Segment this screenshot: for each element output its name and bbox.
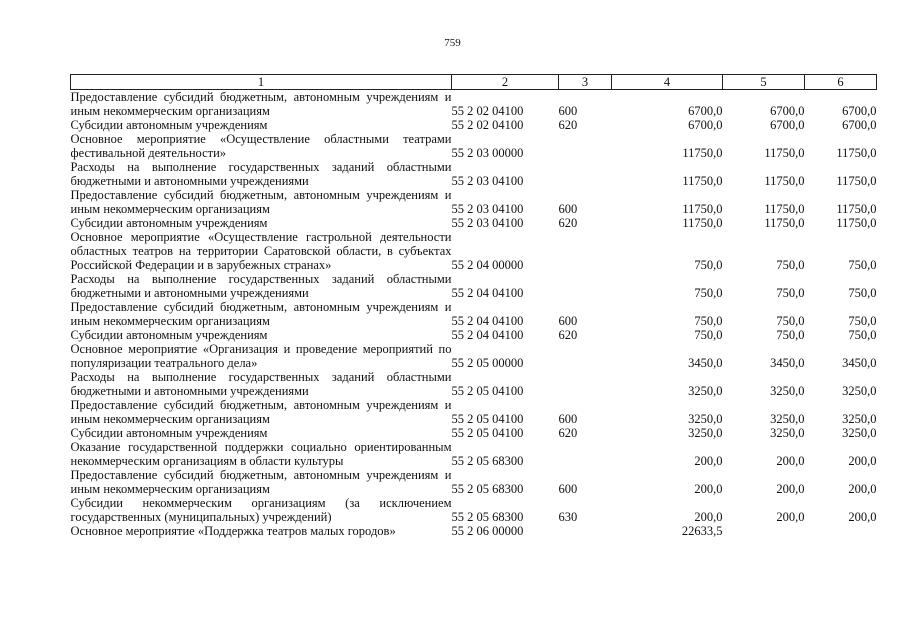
row-name: Основное мероприятие «Осуществление гастрольной деятельности областных театров на территории Саратовской области, в субъектах Российской Федерации и в зарубежных странах» [70, 230, 452, 272]
budget-table [70, 74, 877, 538]
expense-type-code: 600 [558, 314, 578, 328]
row-name: Предоставление субсидий бюджетным, автономным учреждениям и иным некоммерческим организациям [70, 398, 452, 426]
target-article-code: 55 2 05 04100 [451, 384, 524, 398]
row-name: Предоставление субсидий бюджетным, автономным учреждениям и иным некоммерческим организациям [70, 188, 452, 216]
column-header-6: 6 [805, 75, 877, 90]
amount-year-3: 200,0 [848, 454, 877, 468]
amount-year-3: 6700,0 [842, 118, 877, 132]
amount-year-2: 6700,0 [770, 104, 805, 118]
target-article-code: 55 2 03 00000 [451, 146, 524, 160]
expense-type-code: 600 [558, 104, 578, 118]
column-header-2: 2 [452, 75, 559, 90]
amount-year-3: 3250,0 [842, 426, 877, 440]
amount-year-3: 750,0 [848, 328, 877, 342]
amount-year-2: 11750,0 [764, 216, 805, 230]
amount-year-1: 750,0 [694, 314, 723, 328]
amount-year-1: 22633,5 [681, 524, 723, 538]
target-article-code: 55 2 04 04100 [451, 328, 524, 342]
amount-year-3: 3450,0 [842, 356, 877, 370]
expense-type-code [559, 272, 612, 300]
row-name: Расходы на выполнение государственных заданий областными бюджетными и автономными учреждениями [70, 160, 452, 188]
amount-year-3: 6700,0 [842, 104, 877, 118]
column-header-4: 4 [612, 75, 723, 90]
target-article-code: 55 2 02 04100 [451, 104, 524, 118]
amount-year-1: 11750,0 [682, 146, 723, 160]
target-article-code: 55 2 05 04100 [451, 426, 524, 440]
amount-year-3: 11750,0 [836, 146, 877, 160]
amount-year-2: 3250,0 [770, 426, 805, 440]
amount-year-2: 11750,0 [764, 174, 805, 188]
amount-year-3: 200,0 [848, 482, 877, 496]
table-row [71, 272, 877, 300]
amount-year-1: 750,0 [694, 286, 723, 300]
table-row [71, 426, 877, 440]
amount-year-2: 3250,0 [770, 384, 805, 398]
expense-type-code: 600 [558, 202, 578, 216]
target-article-code: 55 2 04 00000 [451, 258, 524, 272]
table-row [71, 216, 877, 230]
amount-year-1: 3450,0 [688, 356, 723, 370]
row-name: Субсидии автономным учреждениям [70, 426, 268, 440]
amount-year-2: 6700,0 [770, 118, 805, 132]
expense-type-code [559, 230, 612, 272]
row-name: Субсидии некоммерческим организациям (за исключением государственных (муниципальных) учреждений) [70, 496, 452, 524]
table-row [71, 300, 877, 328]
target-article-code: 55 2 05 68300 [451, 454, 524, 468]
table-row [71, 398, 877, 426]
target-article-code: 55 2 05 04100 [451, 412, 524, 426]
amount-year-1: 6700,0 [688, 118, 723, 132]
expense-type-code: 630 [558, 510, 578, 524]
target-article-code: 55 2 05 68300 [451, 482, 524, 496]
amount-year-1: 200,0 [694, 482, 723, 496]
row-name: Предоставление субсидий бюджетным, автономным учреждениям и иным некоммерческим организациям [70, 468, 452, 496]
target-article-code: 55 2 02 04100 [451, 118, 524, 132]
amount-year-1: 3250,0 [688, 412, 723, 426]
amount-year-1: 750,0 [694, 258, 723, 272]
amount-year-2: 3450,0 [770, 356, 805, 370]
amount-year-1: 11750,0 [682, 216, 723, 230]
target-article-code: 55 2 03 04100 [451, 202, 524, 216]
amount-year-3: 11750,0 [836, 216, 877, 230]
amount-year-3: 11750,0 [836, 174, 877, 188]
expense-type-code: 620 [558, 426, 578, 440]
row-name: Основное мероприятие «Поддержка театров малых городов» [70, 524, 396, 538]
amount-year-2: 11750,0 [764, 202, 805, 216]
table-row [71, 188, 877, 216]
amount-year-1: 750,0 [694, 328, 723, 342]
amount-year-2: 750,0 [776, 286, 805, 300]
row-name: Оказание государственной поддержки социально ориентированным некоммерческим организациям в области культуры [70, 440, 452, 468]
amount-year-1: 11750,0 [682, 174, 723, 188]
expense-type-code [559, 132, 612, 160]
row-name: Предоставление субсидий бюджетным, автономным учреждениям и иным некоммерческим организациям [70, 300, 452, 328]
amount-year-2: 3250,0 [770, 412, 805, 426]
expense-type-code: 600 [558, 482, 578, 496]
expense-type-code [559, 160, 612, 188]
table-row [71, 370, 877, 398]
column-header-5: 5 [723, 75, 805, 90]
expense-type-code [559, 342, 612, 370]
table-row [71, 90, 877, 119]
row-name: Субсидии автономным учреждениям [70, 328, 268, 342]
row-name: Субсидии автономным учреждениям [70, 216, 268, 230]
table-row [71, 524, 877, 538]
table-row [71, 468, 877, 496]
amount-year-2: 750,0 [776, 314, 805, 328]
table-row [71, 328, 877, 342]
amount-year-3: 3250,0 [842, 412, 877, 426]
row-name: Основное мероприятие «Организация и проведение мероприятий по популяризации театрального дела» [70, 342, 452, 370]
amount-year-1: 6700,0 [688, 104, 723, 118]
target-article-code: 55 2 05 68300 [451, 510, 524, 524]
expense-type-code: 620 [558, 216, 578, 230]
amount-year-2: 200,0 [776, 482, 805, 496]
target-article-code: 55 2 06 00000 [451, 524, 524, 538]
table-header-row [71, 75, 877, 90]
target-article-code: 55 2 04 04100 [451, 314, 524, 328]
amount-year-2: 750,0 [776, 328, 805, 342]
target-article-code: 55 2 03 04100 [451, 216, 524, 230]
row-name: Расходы на выполнение государственных заданий областными бюджетными и автономными учреждениями [70, 370, 452, 398]
expense-type-code: 620 [558, 118, 578, 132]
amount-year-1: 3250,0 [688, 384, 723, 398]
expense-type-code [559, 524, 612, 538]
expense-type-code [559, 370, 612, 398]
amount-year-3: 750,0 [848, 314, 877, 328]
amount-year-2 [723, 524, 805, 538]
table-row [71, 342, 877, 370]
row-name: Субсидии автономным учреждениям [70, 118, 268, 132]
table-row [71, 230, 877, 272]
amount-year-3: 11750,0 [836, 202, 877, 216]
amount-year-3: 750,0 [848, 286, 877, 300]
table-row [71, 118, 877, 132]
amount-year-2: 200,0 [776, 454, 805, 468]
table-row [71, 496, 877, 524]
amount-year-3: 750,0 [848, 258, 877, 272]
column-header-1: 1 [71, 75, 452, 90]
table-row [71, 160, 877, 188]
column-header-3: 3 [559, 75, 612, 90]
target-article-code: 55 2 05 00000 [451, 356, 524, 370]
expense-type-code: 600 [558, 412, 578, 426]
amount-year-1: 11750,0 [682, 202, 723, 216]
target-article-code: 55 2 03 04100 [451, 174, 524, 188]
amount-year-2: 750,0 [776, 258, 805, 272]
page-number: 759 [444, 37, 461, 49]
table-body [71, 90, 877, 539]
target-article-code: 55 2 04 04100 [451, 286, 524, 300]
amount-year-2: 11750,0 [764, 146, 805, 160]
amount-year-3: 3250,0 [842, 384, 877, 398]
row-name: Расходы на выполнение государственных заданий областными бюджетными и автономными учреждениями [70, 272, 452, 300]
expense-type-code: 620 [558, 328, 578, 342]
amount-year-1: 200,0 [694, 510, 723, 524]
row-name: Основное мероприятие «Осуществление областными театрами фестивальной деятельности» [70, 132, 452, 160]
amount-year-3 [805, 524, 877, 538]
amount-year-2: 200,0 [776, 510, 805, 524]
table-row [71, 440, 877, 468]
amount-year-1: 200,0 [694, 454, 723, 468]
table-row [71, 132, 877, 160]
expense-type-code [559, 440, 612, 468]
amount-year-1: 3250,0 [688, 426, 723, 440]
amount-year-3: 200,0 [848, 510, 877, 524]
row-name: Предоставление субсидий бюджетным, автономным учреждениям и иным некоммерческим организациям [70, 90, 452, 118]
